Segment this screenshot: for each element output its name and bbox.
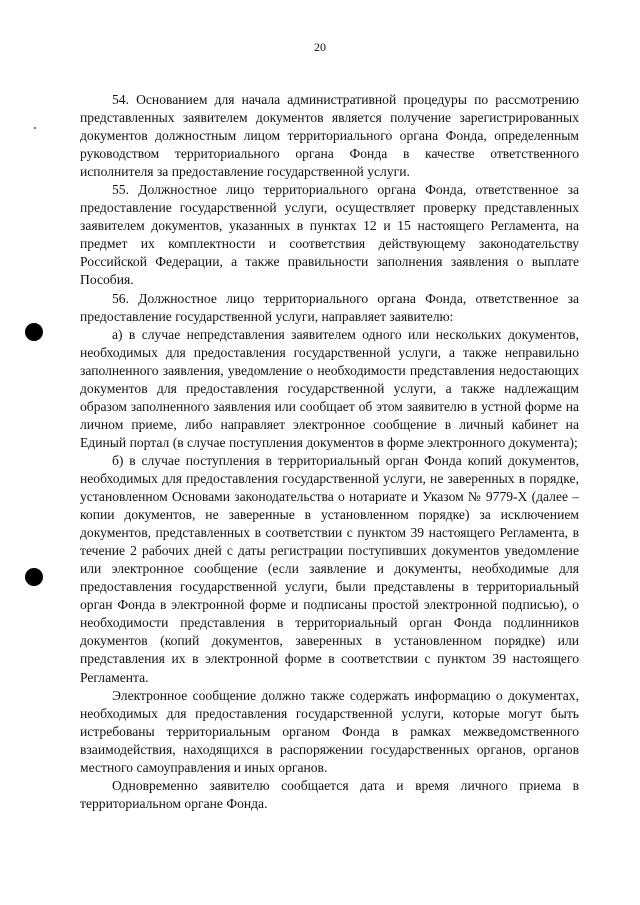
document-body [80,91,579,813]
paragraph-appointment: Одновременно заявителю сообщается дата и время личного приема в территориальном органе Фонда. [80,777,579,811]
paragraph-54: 54. Основанием для начала административной процедуры по рассмотрению представленных заявителем документов является получение зарегистрированных документов должностным лицом территориального органа Фонда, определенным руководством территориального органа Фонда в качестве ответственного исполнителя за предоставление государственной услуги. [80,92,579,180]
paragraph-56-b: б) в случае поступления в территориальный орган Фонда копий документов, необходимых для предоставления государственной услуги, не заверенных в порядке, установленном Основами законодательства о нотариате и Указом № 9779-Х (далее – копии документов, не заверенные в установленном порядке) за исключением документов, представленных в соответствии с пунктом 39 настоящего Регламента, в течение 2 рабочих дней с даты регистрации поступивших документов уведомление или электронное сообщение (если заявление и документы, необходимые для предоставления государственной услуги, были представлены в территориальный орган Фонда в электронной форме и подписаны простой электронной подписью), о необходимости представления в территориальный орган Фонда подлинников документов (копий документов, заверенных в установленном порядке) или представления их в электронной форме в соответствии с пунктом 39 настоящего Регламента. [80,452,579,685]
scan-speck [34,127,36,129]
punch-hole [25,568,43,586]
paragraph-56-a: а) в случае непредставления заявителем одного или нескольких документов, необходимых для предоставления государственной услуги, а также неправильно заполненного заявления, уведомление о необходимости представления недостающих документов для предоставления государственной услуги, а также надлежащим образом заполненного заявления или сообщает об этом заявителю в устной форме на личном приеме, либо направляет электронное сообщение в личный кабинет на Единый портал (в случае поступления документов в форме электронного документа); [80,326,579,450]
paragraph-56: 56. Должностное лицо территориального органа Фонда, ответственное за предоставление государственной услуги, направляет заявителю: [80,290,579,324]
paragraph-55: 55. Должностное лицо территориального органа Фонда, ответственное за предоставление государственной услуги, осуществляет проверку представленных заявителем документов, указанных в пунктах 12 и 15 настоящего Регламента, на предмет их комплектности и соответствия действующему законодательству Российской Федерации, а также правильности заполнения заявления о выплате Пособия. [80,182,579,288]
paragraph-electronic-message: Электронное сообщение должно также содержать информацию о документах, необходимых для предоставления государственной услуги, которые могут быть истребованы территориальным органом Фонда в рамках межведомственного взаимодействия, находящихся в распоряжении государственных органов, органов местного самоуправления и иных органов. [80,687,579,775]
punch-hole [25,323,43,341]
page-number: 20 [314,40,326,54]
